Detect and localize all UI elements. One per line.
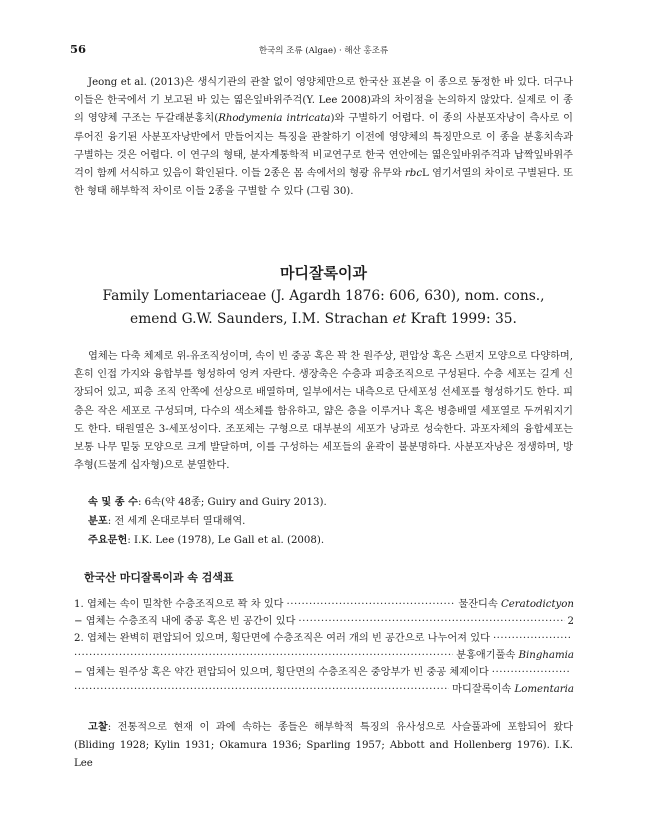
references-value: : I.K. Lee (1978), Le Gall et al. (2008). — [127, 535, 325, 546]
distribution-line — [88, 514, 245, 529]
key-row-6-genus-latin: Lomentaria — [514, 684, 574, 695]
section-subtitle-line1: Family Lomentariaceae (J. Agardh 1876: 606, 630), nom. cons., — [102, 288, 545, 304]
section-title: 마디잘록이과 — [280, 264, 367, 282]
key-row-6 — [74, 682, 574, 698]
key-row-6-end — [452, 682, 574, 698]
key-row-5 — [74, 665, 574, 681]
section-subtitle-line2 — [0, 311, 647, 327]
leader-dots — [493, 631, 571, 647]
intro-italic-2: rbc — [404, 168, 423, 180]
key-row-2 — [74, 614, 574, 630]
key-row-1-lead: 1. 엽체는 속이 밀착한 수층조직으로 꽉 차 있다 — [74, 599, 284, 610]
key-row-3-lead: 2. 엽체는 완벽히 편압되어 있으며, 횡단면에 수층조직은 여러 개의 빈 공간으로 나누어져 있다 — [74, 633, 490, 644]
intro-paragraph — [74, 74, 573, 201]
subtitle-part-a: emend G.W. Saunders, I.M. Strachan — [130, 311, 393, 327]
description-paragraph: 엽체는 다축 체제로 위-유조직성이며, 속이 빈 중공 혹은 꽉 찬 원주상, 편압상 혹은 스펀지 모양으로 다양하며, 흔히 인접 가지와 융합부를 형성하여 엉켜 자란다. 생장축은 수층과 피층조직으로 구성된다. 수층 세포는 길게 신장되어 있고, 피층 조직 안쪽에 선상으로 배열하며, 일부에서는 내측으로 단세포성 선세포를 형성하기도 한다. 피층은 작은 세포로 구성되며, 다수의 색소체를 함유하고, 얇은 층을 이루거나 혹은 병층배열 세포열로 두꺼워지기도 한다. 태원열은 3-세포성이다. 조포체는 구형으로 대부분의 세포가 낭과로 성숙한다. 과포자체의 융합세포는 보통 나무 밑둥 모양으로 크게 발달하며, 이를 구성하는 세포들의 윤곽이 불분명하다. 사분포자낭은 정생하며, 방추형(드물게 십자형)으로 분열한다. — [74, 351, 573, 472]
key-title: 한국산 마디잘록이과 속 검색표 — [84, 571, 234, 584]
intro-italic-1: Rhodymenia intricata — [218, 113, 331, 125]
leader-dots — [74, 682, 449, 698]
leader-dots — [492, 665, 571, 681]
page-number: 56 — [70, 42, 87, 56]
key-row-1-genus-latin: Ceratodictyon — [500, 599, 574, 610]
key-row-5-lead: − 엽체는 원주상 혹은 약간 편압되어 있으며, 횡단면의 수층조직은 중앙부가 빈 중공 체제이다 — [74, 667, 489, 678]
intro-text-2: )와 구별하기 어렵다. 이 종의 사분포자낭이 측사로 이루어진 융기된 사분포자낭반에서 만들어지는 특징을 관찰하기 이전에 영양체의 특징만으로 이 종을 분홍치속과 구별하는 것은 어렵다. 이 연구의 형태, 분자계통학적 비교연구로 한국 연안에는 엷은잎바위주걱과 납짝잎바위주걱이 함께 서식하고 있음이 확인된다. 이들 2종은 몸 속에서의 형광 유무와 — [74, 113, 574, 180]
key-row-2-end: 2 — [567, 616, 574, 627]
remarks-label: 고찰 — [88, 721, 108, 733]
distribution-value: : 전 세계 온대로부터 열대해역. — [107, 516, 246, 527]
leader-dots — [298, 614, 564, 630]
references-label: 주요문헌 — [88, 534, 128, 546]
leader-dots — [287, 597, 456, 613]
remarks-paragraph — [74, 718, 573, 774]
running-title: 한국의 조류 (Algae) · 해산 홍조류 — [258, 46, 389, 56]
leader-dots — [74, 648, 453, 664]
subtitle-part-b: Kraft 1999: 35. — [406, 311, 517, 327]
key-row-1-genus: 물잔디속 — [458, 599, 501, 610]
key-row-4-genus: 분홍애기풀속 — [456, 650, 519, 661]
key-row-1 — [74, 597, 574, 613]
genus-count-line — [88, 495, 327, 510]
key-row-1-end — [458, 597, 574, 613]
remarks-text: : 전통적으로 현재 이 과에 속하는 종들은 해부학적 특징의 유사성으로 사슬풀과에 포함되어 왔다 (Bliding 1928; Kylin 1931; Okamura 1936; Sparling 1957; Abbott and Hollenberg 1976). I.K. Lee — [74, 722, 573, 770]
distribution-label: 분포 — [88, 515, 108, 527]
key-row-3 — [74, 631, 574, 647]
key-row-4-end — [456, 648, 574, 664]
references-line — [88, 533, 324, 548]
genus-count-label: 속 및 종 수 — [88, 496, 139, 508]
intro-text-1: Jeong et al. (2013)은 생식기관의 관찰 없이 영양체만으로 한국산 표본을 이 종으로 동정한 바 있다. 더구나 이들은 한국에서 기 보고된 바 있는 엷은잎바위주걱(Y. Lee 2008)과의 차이점을 논의하지 않았다. 실제로 이 종의 영양체 구조는 두갈래분홍치( — [74, 77, 573, 125]
key-row-4-genus-latin: Binghamia — [518, 650, 574, 661]
intro-text-3: L 염기서열의 차이로 구별된다. 또한 형태 해부학적 차이로 이들 2종을 구별할 수 있다 (그림 30). — [74, 168, 574, 198]
key-row-4 — [74, 648, 574, 664]
genus-count-value: : 6속(약 48종; Guiry and Guiry 2013). — [138, 497, 327, 508]
key-row-6-genus: 마디잘록이속 — [452, 684, 515, 695]
subtitle-italic: et — [392, 311, 407, 327]
key-row-2-lead: − 엽체는 수층조직 내에 중공 혹은 빈 공간이 있다 — [74, 616, 296, 627]
